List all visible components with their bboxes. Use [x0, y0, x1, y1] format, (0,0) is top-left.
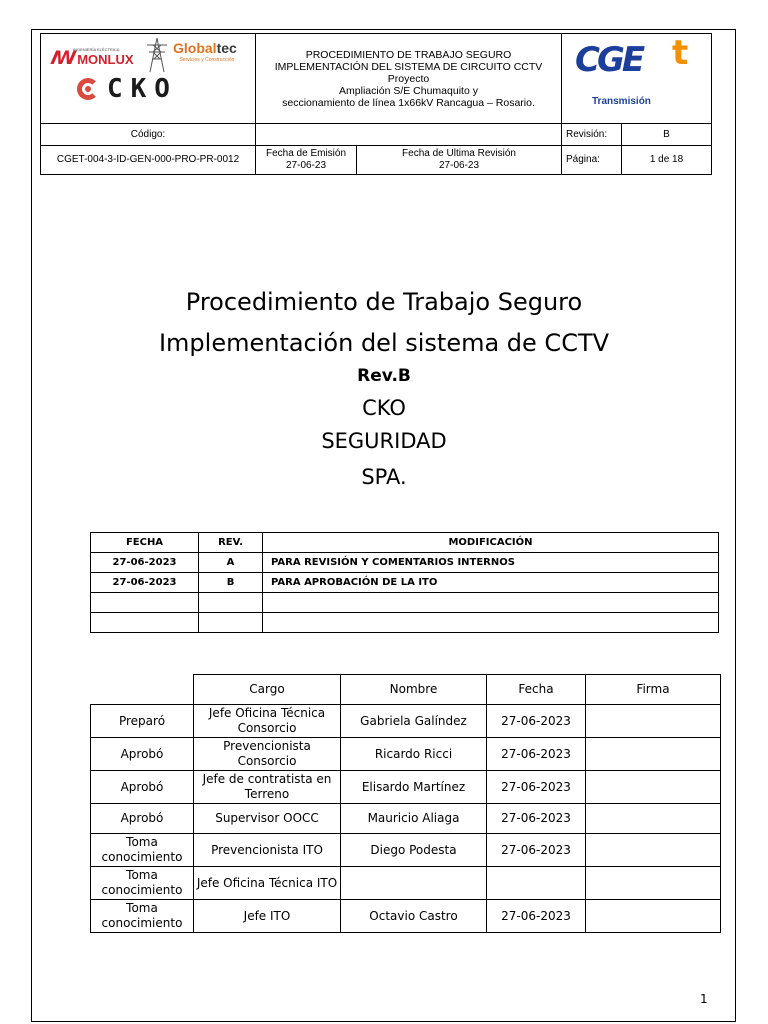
codigo-label: Código:: [41, 124, 256, 146]
codigo-value: CGET-004-3-ID-GEN-000-PRO-PR-0012: [41, 146, 256, 175]
table-row: Toma conocimiento Prevencionista ITO Diego Podesta 27-06-2023: [91, 834, 721, 867]
table-row: Toma conocimiento Jefe Oficina Técnica ITO: [91, 867, 721, 900]
table-row: Aprobó Jefe de contratista en Terreno Elisardo Martínez 27-06-2023: [91, 771, 721, 804]
document-header: [40, 33, 712, 175]
table-row: Aprobó Supervisor OOCC Mauricio Aliaga 27-06-2023: [91, 804, 721, 834]
cko-mark-icon: [77, 78, 99, 100]
power-tower-icon: [143, 37, 171, 73]
cko-logo: CKO: [77, 78, 178, 100]
table-row: 27-06-2023 B PARA APROBACIÓN DE LA ITO: [91, 573, 719, 593]
main-title-line-1: Procedimiento de Trabajo Seguro: [185, 288, 583, 316]
signature-cell: [586, 900, 721, 933]
revision-value: B: [622, 124, 712, 146]
table-header-row: Cargo Nombre Fecha Firma: [91, 675, 721, 705]
signature-cell: [586, 705, 721, 738]
cge-transmision-logo: CGE t Transmisión: [575, 33, 689, 107]
pagina-value: 1 de 18: [622, 146, 712, 175]
table-row: [91, 613, 719, 633]
globaltec-logo: Globaltec Servicios y Construcción: [173, 40, 237, 63]
signature-cell: [586, 771, 721, 804]
signature-cell: [586, 834, 721, 867]
company-name-1: CKO: [362, 396, 406, 420]
revision-tag: Rev.B: [357, 366, 411, 386]
table-row: Aprobó Prevencionista Consorcio Ricardo Ricci 27-06-2023: [91, 738, 721, 771]
client-logo-cell: [562, 34, 712, 124]
table-row: Toma conocimiento Jefe ITO Octavio Castro 27-06-2023: [91, 900, 721, 933]
table-row: Preparó Jefe Oficina Técnica Consorcio Gabriela Galíndez 27-06-2023: [91, 705, 721, 738]
monlux-logo: ꟿ MONLUX INGENIERÍA ELÉCTRICA: [51, 47, 134, 69]
approval-table: [90, 674, 721, 933]
signature-cell: [586, 867, 721, 900]
fecha-ultima-revision: Fecha de Ultima Revisión 27-06-23: [357, 146, 562, 175]
signature-cell: [586, 804, 721, 834]
document-title-block: PROCEDIMIENTO DE TRABAJO SEGURO IMPLEMENTACIÓN DEL SISTEMA DE CIRCUITO CCTV Proyecto Ampliación S/E Chumaquito y seccionamiento de línea 1x66kV Rancagua – Rosario.: [256, 34, 562, 124]
monlux-mark-icon: ꟿ: [51, 47, 75, 69]
company-name-2: SEGURIDAD: [321, 429, 447, 453]
fecha-emision: Fecha de Emisión 27-06-23: [256, 146, 357, 175]
company-logos: [41, 34, 256, 124]
signature-cell: [586, 738, 721, 771]
main-title-line-2: Implementación del sistema de CCTV: [158, 329, 610, 357]
pagina-label: Página:: [562, 146, 622, 175]
table-row: [91, 593, 719, 613]
table-header-row: FECHA REV. MODIFICACIÓN: [91, 533, 719, 553]
revision-label: Revisión:: [562, 124, 622, 146]
page-number: 1: [700, 992, 708, 1006]
company-name-3: SPA.: [361, 465, 407, 489]
revision-history-table: [90, 532, 719, 633]
table-row: 27-06-2023 A PARA REVISIÓN Y COMENTARIOS INTERNOS: [91, 553, 719, 573]
